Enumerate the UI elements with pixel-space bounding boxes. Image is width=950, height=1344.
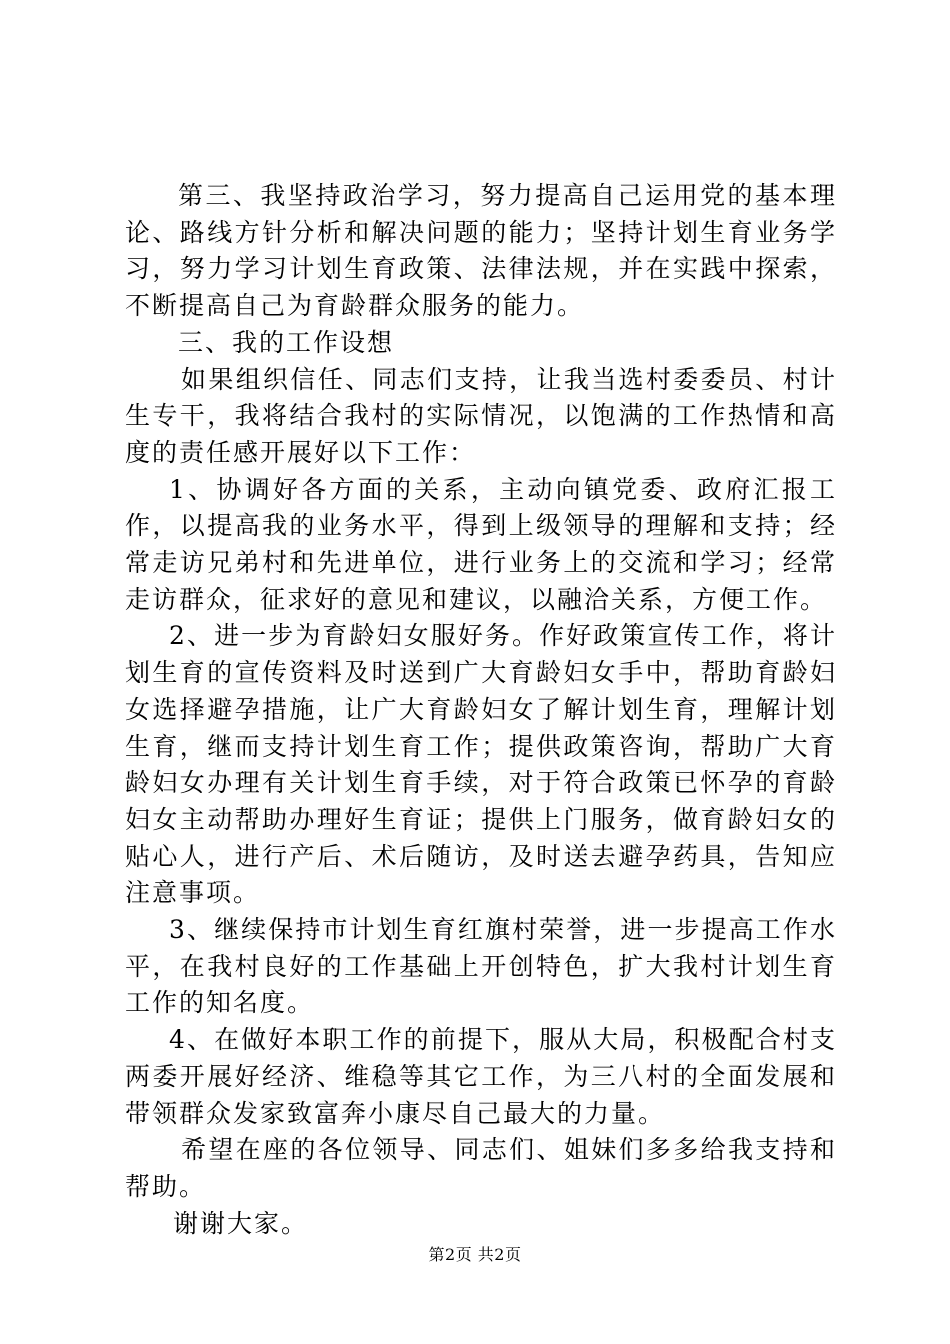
paragraph-item-2: 2、进一步为育龄妇女服好务。作好政策宣传工作，将计划生育的宣传资料及时送到广大育龄妇女手中，帮助育龄妇女选择避孕措施，让广大育龄妇女了解计划生育，理解计划生育，继而支持计划生育工作；提供政策咨询，帮助广大育龄妇女办理有关计划生育手续，对于符合政策已怀孕的育龄妇女主动帮助办理好生育证；提供上门服务，做育龄妇女的贴心人，进行产后、术后随访，及时送去避孕药具，告知应注意事项。 <box>125 621 837 908</box>
paragraph-intro: 如果组织信任、同志们支持，让我当选村委委员、村计生专干，我将结合我村的实际情况，以饱满的工作热情和高度的责任感开展好以下工作： <box>125 364 837 467</box>
paragraph-thanks: 谢谢大家。 <box>173 1208 309 1238</box>
page-footer <box>0 1245 950 1265</box>
section-heading-work-plan: 三、我的工作设想 <box>178 327 395 357</box>
paragraph-study: 第三、我坚持政治学习，努力提高自己运用党的基本理论、路线方针分析和解决问题的能力；坚持计划生育业务学习，努力学习计划生育政策、法律法规，并在实践中探索，不断提高自己为育龄群众服务的能力。 <box>125 181 837 321</box>
document-body <box>125 178 837 1242</box>
paragraph-item-3: 3、继续保持市计划生育红旗村荣誉，进一步提高工作水平，在我村良好的工作基础上开创特色，扩大我村计划生育工作的知名度。 <box>125 915 837 1018</box>
paragraph-item-1: 1、协调好各方面的关系，主动向镇党委、政府汇报工作，以提高我的业务水平，得到上级领导的理解和支持；经常走访兄弟村和先进单位，进行业务上的交流和学习；经常走访群众，征求好的意见和建议，以融洽关系，方便工作。 <box>125 474 837 614</box>
paragraph-item-4: 4、在做好本职工作的前提下，服从大局，积极配合村支两委开展好经济、维稳等其它工作，为三八村的全面发展和带领群众发家致富奔小康尽自己最大的力量。 <box>125 1025 837 1128</box>
paragraph-closing-hope: 希望在座的各位领导、同志们、姐妹们多多给我支持和帮助。 <box>125 1135 837 1201</box>
page-number-label: 第2页 共2页 <box>428 1245 522 1264</box>
